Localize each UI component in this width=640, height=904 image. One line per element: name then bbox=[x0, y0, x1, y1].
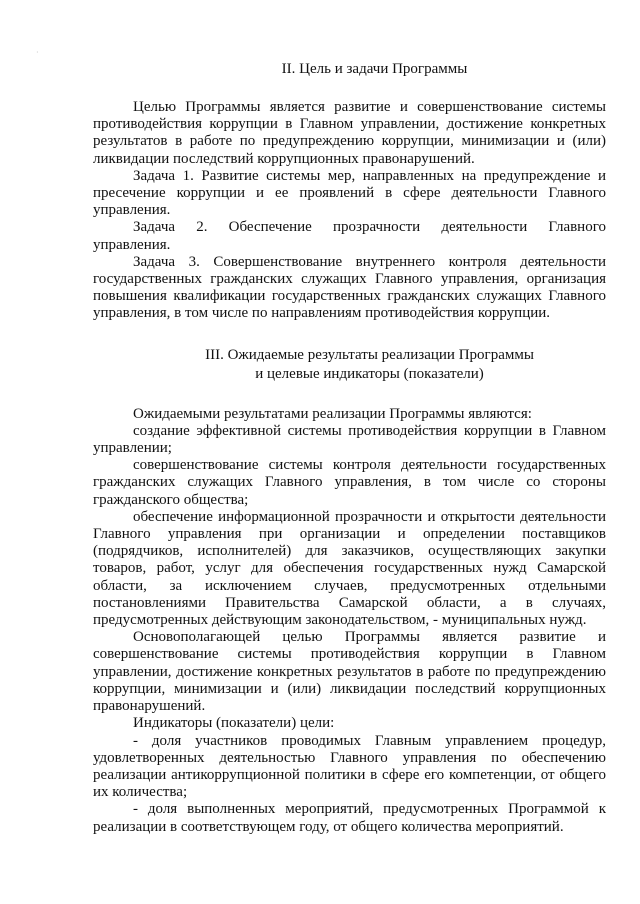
task-1: Задача 1. Развитие системы мер, направленных на предупреждение и пресечение коррупции и ее проявлений в сфере деятельности Главного управления. bbox=[93, 167, 606, 219]
indicator-item-2: - доля выполненных мероприятий, предусмотренных Программой к реализации в соответствующем году, от общего количества мероприятий. bbox=[93, 801, 606, 835]
indicators-intro: Индикаторы (показатели) цели: bbox=[133, 715, 335, 732]
section-3-title-line-1: III. Ожидаемые результаты реализации Программы bbox=[205, 346, 534, 363]
section-3-title-line-2: и целевые индикаторы (показатели) bbox=[255, 365, 484, 382]
indicator-item-1: - доля участников проводимых Главным управлением процедур, удовлетворенных деятельностью Главного управления по обеспечению реализации антикоррупционной политики в сфере его компетенции, от общего их количества; bbox=[93, 732, 606, 801]
main-goal-paragraph: Основополагающей целью Программы является развитие и совершенствование системы противодействия коррупции в Главном управлении, достижение конкретных результатов в работе по предупреждению коррупции, минимизации и (или) ликвидации последствий коррупционных правонарушений. bbox=[93, 629, 606, 715]
section-3-title bbox=[93, 346, 606, 384]
result-item-1: создание эффективной системы противодействия коррупции в Главном управлении; bbox=[93, 422, 606, 457]
margin-mark: · bbox=[36, 48, 39, 57]
task-2: Задача 2. Обеспечение прозрачности деятельности Главного управления. bbox=[93, 219, 606, 253]
result-item-2: совершенствование системы контроля деятельности государственных гражданских служащих Главного управления, в том числе со стороны гражданского общества; bbox=[93, 457, 606, 508]
task-3: Задача 3. Совершенствование внутреннего контроля деятельности государственных гражданских служащих Главного управления, организация повышения квалификации государственных гражданских служащих Главного управления, в том числе по направлениям противодействия коррупции. bbox=[93, 253, 606, 322]
result-item-3: обеспечение информационной прозрачности и открытости деятельности Главного управления при организации и определении поставщиков (подрядчиков, исполнителей) для заказчиков, осуществляющих закупки товаров, работ, услуг для обеспечения государственных нужд Самарской области, за исключением случаев, предусмотренных отдельными постановлениями Правительства Самарской области, а в случаях, предусмотренных действующим законодательством, - муниципальных нужд. bbox=[93, 508, 606, 629]
goal-paragraph: Целью Программы является развитие и совершенствование системы противодействия коррупции в Главном управлении, достижение конкретных результатов в работе по предупреждению коррупции, минимизации и (или) ликвидации последствий коррупционных правонарушений. bbox=[93, 99, 606, 167]
results-intro: Ожидаемыми результатами реализации Программы являются: bbox=[133, 405, 532, 422]
section-2-title: II. Цель и задачи Программы bbox=[281, 61, 468, 77]
